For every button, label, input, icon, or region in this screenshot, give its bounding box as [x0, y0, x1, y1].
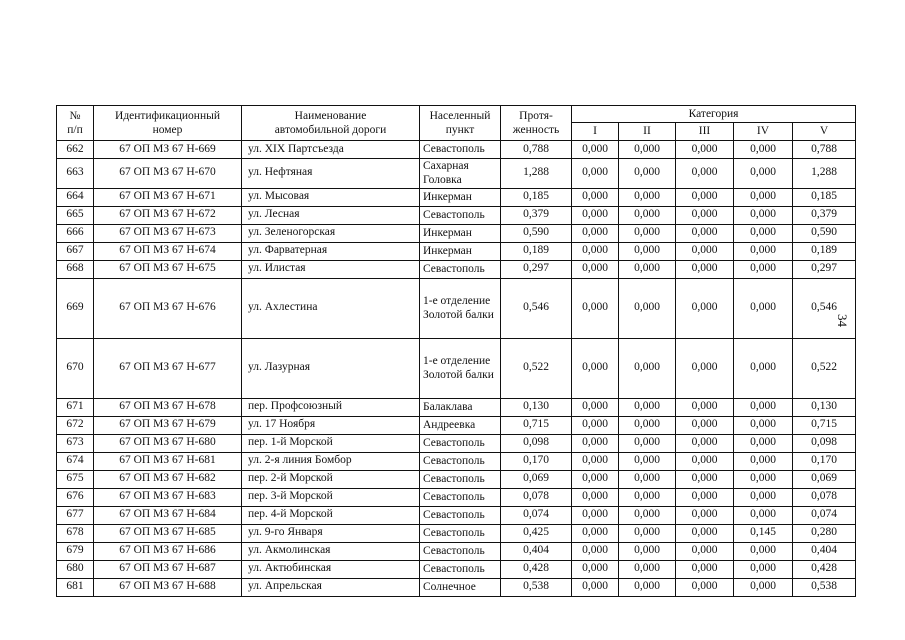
row-road-name: ул. Зеленогорская	[242, 224, 420, 242]
row-category-4: 0,000	[734, 434, 793, 452]
row-category-5: 0,590	[793, 224, 856, 242]
row-identifier: 67 ОП МЗ 67 Н-684	[94, 506, 242, 524]
row-category-5: 0,074	[793, 506, 856, 524]
row-identifier: 67 ОП МЗ 67 Н-682	[94, 470, 242, 488]
row-identifier: 67 ОП МЗ 67 Н-687	[94, 560, 242, 578]
row-number: 662	[57, 141, 94, 159]
row-category-4: 0,000	[734, 260, 793, 278]
row-category-2: 0,000	[619, 141, 676, 159]
row-length: 0,170	[501, 452, 572, 470]
table-row	[57, 470, 856, 488]
row-road-name: ул. Илистая	[242, 260, 420, 278]
row-road-name: ул. Нефтяная	[242, 159, 420, 189]
row-category-3: 0,000	[676, 434, 734, 452]
table-row	[57, 506, 856, 524]
row-number: 669	[57, 278, 94, 338]
row-length: 0,189	[501, 242, 572, 260]
row-number: 666	[57, 224, 94, 242]
table-row	[57, 338, 856, 398]
table-row	[57, 542, 856, 560]
table-body	[57, 141, 856, 597]
row-identifier: 67 ОП МЗ 67 Н-685	[94, 524, 242, 542]
row-number: 664	[57, 188, 94, 206]
row-length: 0,074	[501, 506, 572, 524]
table-row	[57, 398, 856, 416]
row-category-2: 0,000	[619, 578, 676, 596]
row-category-3: 0,000	[676, 452, 734, 470]
row-identifier: 67 ОП МЗ 67 Н-681	[94, 452, 242, 470]
row-category-1: 0,000	[572, 206, 619, 224]
row-category-5: 0,788	[793, 141, 856, 159]
row-settlement: Севастополь	[420, 542, 501, 560]
row-settlement: Сахарная Головка	[420, 159, 501, 189]
row-category-1: 0,000	[572, 224, 619, 242]
row-category-1: 0,000	[572, 560, 619, 578]
row-category-2: 0,000	[619, 159, 676, 189]
row-settlement: Севастополь	[420, 452, 501, 470]
row-category-4: 0,000	[734, 452, 793, 470]
row-category-5: 0,522	[793, 338, 856, 398]
row-category-1: 0,000	[572, 578, 619, 596]
row-category-1: 0,000	[572, 278, 619, 338]
row-length: 0,715	[501, 416, 572, 434]
row-road-name: ул. 17 Ноября	[242, 416, 420, 434]
row-length: 0,379	[501, 206, 572, 224]
row-category-1: 0,000	[572, 506, 619, 524]
row-settlement: Севастополь	[420, 506, 501, 524]
row-length: 0,788	[501, 141, 572, 159]
row-category-3: 0,000	[676, 224, 734, 242]
row-category-4: 0,000	[734, 398, 793, 416]
row-length: 0,069	[501, 470, 572, 488]
header-length: Протя- женность	[501, 106, 572, 141]
row-category-1: 0,000	[572, 242, 619, 260]
table-row	[57, 206, 856, 224]
row-settlement: 1-е отделение Золотой балки	[420, 278, 501, 338]
table-row	[57, 434, 856, 452]
row-category-3: 0,000	[676, 488, 734, 506]
row-category-2: 0,000	[619, 338, 676, 398]
row-category-4: 0,145	[734, 524, 793, 542]
row-category-1: 0,000	[572, 159, 619, 189]
row-category-5: 1,288	[793, 159, 856, 189]
row-settlement: Севастополь	[420, 141, 501, 159]
row-length: 0,590	[501, 224, 572, 242]
row-identifier: 67 ОП МЗ 67 Н-669	[94, 141, 242, 159]
row-category-1: 0,000	[572, 452, 619, 470]
row-category-4: 0,000	[734, 188, 793, 206]
row-category-1: 0,000	[572, 434, 619, 452]
row-category-2: 0,000	[619, 434, 676, 452]
row-identifier: 67 ОП МЗ 67 Н-679	[94, 416, 242, 434]
row-number: 665	[57, 206, 94, 224]
row-settlement: 1-е отделение Золотой балки	[420, 338, 501, 398]
table-row	[57, 488, 856, 506]
header-category-3: III	[676, 123, 734, 141]
row-identifier: 67 ОП МЗ 67 Н-671	[94, 188, 242, 206]
row-number: 674	[57, 452, 94, 470]
row-category-3: 0,000	[676, 260, 734, 278]
row-category-4: 0,000	[734, 278, 793, 338]
row-category-3: 0,000	[676, 159, 734, 189]
row-category-1: 0,000	[572, 470, 619, 488]
row-number: 678	[57, 524, 94, 542]
row-category-2: 0,000	[619, 470, 676, 488]
table-row	[57, 560, 856, 578]
row-identifier: 67 ОП МЗ 67 Н-673	[94, 224, 242, 242]
row-category-3: 0,000	[676, 398, 734, 416]
row-identifier: 67 ОП МЗ 67 Н-686	[94, 542, 242, 560]
row-length: 0,404	[501, 542, 572, 560]
row-category-1: 0,000	[572, 398, 619, 416]
row-road-name: ул. Мысовая	[242, 188, 420, 206]
row-category-1: 0,000	[572, 338, 619, 398]
row-category-3: 0,000	[676, 338, 734, 398]
row-settlement: Севастополь	[420, 524, 501, 542]
row-number: 663	[57, 159, 94, 189]
row-category-5: 0,404	[793, 542, 856, 560]
row-category-2: 0,000	[619, 206, 676, 224]
row-road-name: ул. Лесная	[242, 206, 420, 224]
row-identifier: 67 ОП МЗ 67 Н-683	[94, 488, 242, 506]
row-length: 0,078	[501, 488, 572, 506]
row-length: 0,546	[501, 278, 572, 338]
row-category-4: 0,000	[734, 206, 793, 224]
row-length: 0,538	[501, 578, 572, 596]
row-category-5: 0,069	[793, 470, 856, 488]
row-category-5: 0,379	[793, 206, 856, 224]
row-category-4: 0,000	[734, 159, 793, 189]
row-road-name: ул. Ахлестина	[242, 278, 420, 338]
row-number: 676	[57, 488, 94, 506]
table-row	[57, 524, 856, 542]
row-settlement: Севастополь	[420, 206, 501, 224]
row-category-5: 0,170	[793, 452, 856, 470]
row-category-5: 0,130	[793, 398, 856, 416]
table-row	[57, 242, 856, 260]
row-category-5: 0,538	[793, 578, 856, 596]
row-settlement: Солнечное	[420, 578, 501, 596]
row-number: 675	[57, 470, 94, 488]
row-category-3: 0,000	[676, 506, 734, 524]
row-road-name: ул. Актюбинская	[242, 560, 420, 578]
header-category-4: IV	[734, 123, 793, 141]
row-category-2: 0,000	[619, 524, 676, 542]
row-length: 0,425	[501, 524, 572, 542]
header-id: Идентификационный номер	[94, 106, 242, 141]
row-category-4: 0,000	[734, 470, 793, 488]
row-category-1: 0,000	[572, 542, 619, 560]
row-category-4: 0,000	[734, 224, 793, 242]
row-category-4: 0,000	[734, 488, 793, 506]
row-category-2: 0,000	[619, 188, 676, 206]
row-category-4: 0,000	[734, 141, 793, 159]
row-settlement: Севастополь	[420, 260, 501, 278]
row-category-3: 0,000	[676, 524, 734, 542]
row-identifier: 67 ОП МЗ 67 Н-672	[94, 206, 242, 224]
row-length: 0,098	[501, 434, 572, 452]
row-length: 0,522	[501, 338, 572, 398]
header-category-1: I	[572, 123, 619, 141]
row-road-name: ул. Апрельская	[242, 578, 420, 596]
row-identifier: 67 ОП МЗ 67 Н-674	[94, 242, 242, 260]
table-row	[57, 416, 856, 434]
row-category-2: 0,000	[619, 452, 676, 470]
row-category-1: 0,000	[572, 488, 619, 506]
header-category-2: II	[619, 123, 676, 141]
row-number: 681	[57, 578, 94, 596]
row-length: 0,185	[501, 188, 572, 206]
row-settlement: Севастополь	[420, 488, 501, 506]
row-category-4: 0,000	[734, 416, 793, 434]
row-settlement: Севастополь	[420, 560, 501, 578]
row-category-5: 0,078	[793, 488, 856, 506]
row-category-5: 0,297	[793, 260, 856, 278]
row-road-name: пер. Профсоюзный	[242, 398, 420, 416]
row-category-2: 0,000	[619, 278, 676, 338]
row-settlement: Инкерман	[420, 242, 501, 260]
page-number: 34	[835, 314, 850, 327]
row-settlement: Инкерман	[420, 188, 501, 206]
row-category-5: 0,185	[793, 188, 856, 206]
row-category-3: 0,000	[676, 578, 734, 596]
row-settlement: Инкерман	[420, 224, 501, 242]
row-number: 672	[57, 416, 94, 434]
row-category-3: 0,000	[676, 278, 734, 338]
row-category-2: 0,000	[619, 560, 676, 578]
row-category-1: 0,000	[572, 141, 619, 159]
row-category-1: 0,000	[572, 260, 619, 278]
row-number: 667	[57, 242, 94, 260]
row-category-2: 0,000	[619, 488, 676, 506]
row-length: 0,130	[501, 398, 572, 416]
row-number: 668	[57, 260, 94, 278]
row-category-5: 0,428	[793, 560, 856, 578]
row-road-name: ул. Фарватерная	[242, 242, 420, 260]
table-row	[57, 224, 856, 242]
row-road-name: пер. 4-й Морской	[242, 506, 420, 524]
row-category-3: 0,000	[676, 416, 734, 434]
table-row	[57, 159, 856, 189]
row-category-2: 0,000	[619, 416, 676, 434]
table-row	[57, 260, 856, 278]
header-place: Населенный пункт	[420, 106, 501, 141]
row-category-3: 0,000	[676, 560, 734, 578]
row-category-4: 0,000	[734, 578, 793, 596]
row-category-4: 0,000	[734, 542, 793, 560]
row-road-name: пер. 2-й Морской	[242, 470, 420, 488]
row-category-4: 0,000	[734, 560, 793, 578]
row-category-1: 0,000	[572, 416, 619, 434]
row-category-5: 0,546	[793, 278, 856, 338]
row-number: 673	[57, 434, 94, 452]
row-settlement: Андреевка	[420, 416, 501, 434]
row-category-3: 0,000	[676, 470, 734, 488]
row-road-name: пер. 1-й Морской	[242, 434, 420, 452]
row-category-5: 0,189	[793, 242, 856, 260]
row-number: 680	[57, 560, 94, 578]
row-identifier: 67 ОП МЗ 67 Н-688	[94, 578, 242, 596]
row-road-name: ул. Лазурная	[242, 338, 420, 398]
row-identifier: 67 ОП МЗ 67 Н-675	[94, 260, 242, 278]
row-road-name: ул. XIX Партсъезда	[242, 141, 420, 159]
row-category-2: 0,000	[619, 398, 676, 416]
table-row	[57, 578, 856, 596]
row-road-name: пер. 3-й Морской	[242, 488, 420, 506]
row-category-1: 0,000	[572, 524, 619, 542]
row-category-2: 0,000	[619, 542, 676, 560]
row-road-name: ул. 9-го Января	[242, 524, 420, 542]
table-row	[57, 452, 856, 470]
row-number: 671	[57, 398, 94, 416]
row-settlement: Севастополь	[420, 434, 501, 452]
row-category-5: 0,280	[793, 524, 856, 542]
row-road-name: ул. Акмолинская	[242, 542, 420, 560]
row-category-3: 0,000	[676, 242, 734, 260]
table-row	[57, 278, 856, 338]
header-name: Наименование автомобильной дороги	[242, 106, 420, 141]
row-number: 679	[57, 542, 94, 560]
row-category-3: 0,000	[676, 188, 734, 206]
row-category-2: 0,000	[619, 242, 676, 260]
row-road-name: ул. 2-я линия Бомбор	[242, 452, 420, 470]
row-identifier: 67 ОП МЗ 67 Н-670	[94, 159, 242, 189]
row-category-1: 0,000	[572, 188, 619, 206]
roads-table	[56, 105, 856, 597]
row-category-4: 0,000	[734, 338, 793, 398]
row-category-3: 0,000	[676, 141, 734, 159]
row-settlement: Балаклава	[420, 398, 501, 416]
row-length: 0,428	[501, 560, 572, 578]
row-category-2: 0,000	[619, 224, 676, 242]
row-identifier: 67 ОП МЗ 67 Н-676	[94, 278, 242, 338]
row-category-3: 0,000	[676, 206, 734, 224]
row-category-4: 0,000	[734, 242, 793, 260]
row-category-5: 0,715	[793, 416, 856, 434]
row-category-2: 0,000	[619, 506, 676, 524]
row-identifier: 67 ОП МЗ 67 Н-677	[94, 338, 242, 398]
row-identifier: 67 ОП МЗ 67 Н-678	[94, 398, 242, 416]
row-length: 0,297	[501, 260, 572, 278]
table-row	[57, 141, 856, 159]
row-category-3: 0,000	[676, 542, 734, 560]
header-category-5: V	[793, 123, 856, 141]
row-category-2: 0,000	[619, 260, 676, 278]
row-category-4: 0,000	[734, 506, 793, 524]
table-row	[57, 188, 856, 206]
row-identifier: 67 ОП МЗ 67 Н-680	[94, 434, 242, 452]
row-number: 670	[57, 338, 94, 398]
row-settlement: Севастополь	[420, 470, 501, 488]
header-category: Категория	[572, 106, 856, 123]
row-number: 677	[57, 506, 94, 524]
header-num: № п/п	[57, 106, 94, 141]
row-length: 1,288	[501, 159, 572, 189]
row-category-5: 0,098	[793, 434, 856, 452]
